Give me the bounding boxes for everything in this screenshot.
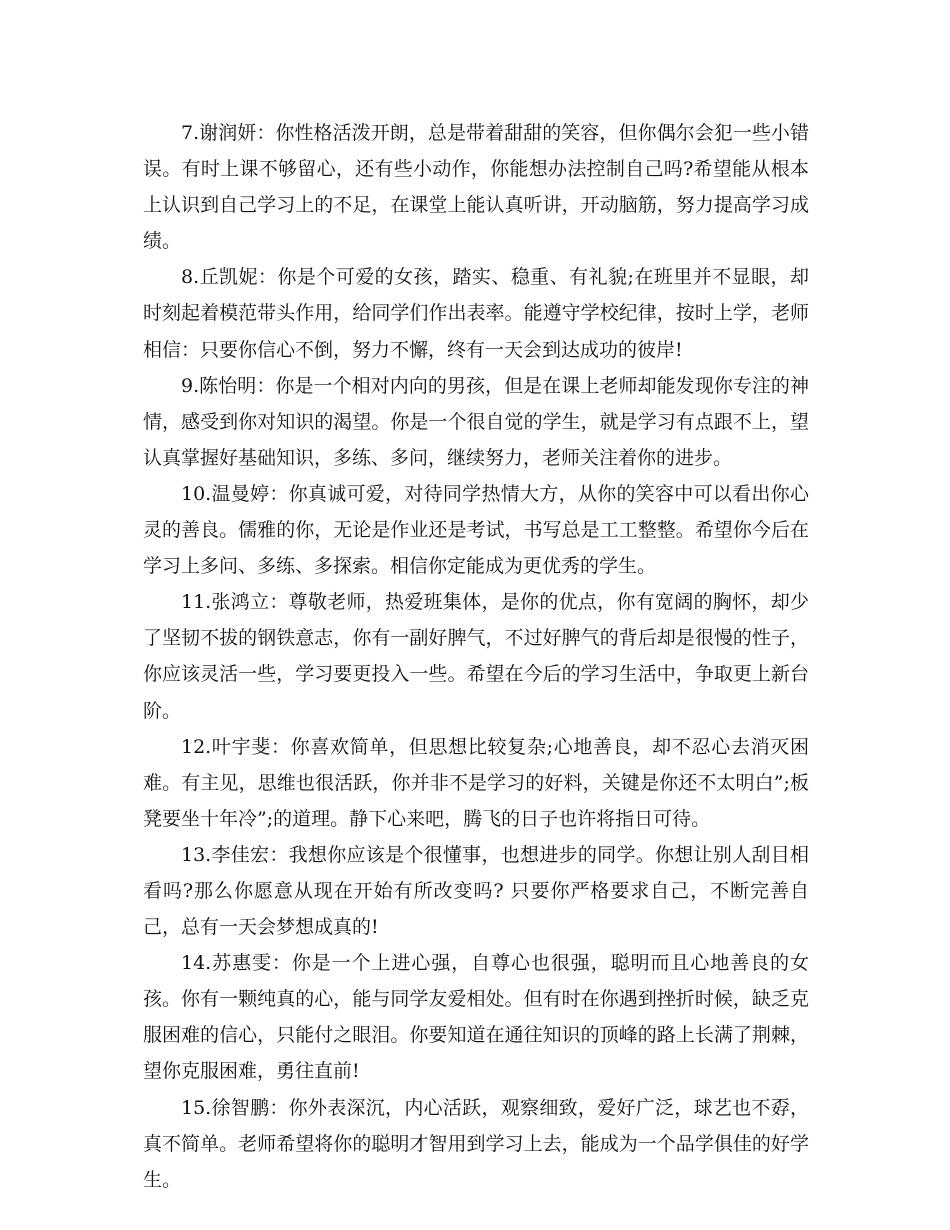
comment-paragraph-13: 13.李佳宏：我想你应该是个很懂事，也想进步的同学。你想让别人刮目相看吗?那么你愿意从现在开始有所改变吗? 只要你严格要求自己，不断完善自己，总有一天会梦想成真的! [143, 843, 809, 939]
comment-paragraph-15: 15.徐智鹏：你外表深沉，内心活跃，观察细致，爱好广泛，球艺也不孬，真不简单。老师希望将你的聪明才智用到学习上去，能成为一个品学俱佳的好学生。 [143, 1096, 809, 1191]
document-body [143, 115, 809, 1198]
comment-paragraph-14: 14.苏惠雯：你是一个上进心强，自尊心也很强，聪明而且心地善良的女孩。你有一颗纯真的心，能与同学友爱相处。但有时在你遇到挫折时候，缺乏克服困难的信心，只能付之眼泪。你要知道在通往知识的顶峰的路上长满了荆棘，望你克服困难，勇往直前! [143, 952, 809, 1083]
comment-paragraph-7: 7.谢润妍：你性格活泼开朗，总是带着甜甜的笑容，但你偶尔会犯一些小错误。有时上课不够留心，还有些小动作，你能想办法控制自己吗?希望能从根本上认识到自己学习上的不足，在课堂上能认真听讲，开动脑筋，努力提高学习成绩。 [143, 122, 809, 253]
comment-paragraph-8: 8.丘凯妮：你是个可爱的女孩，踏实、稳重、有礼貌;在班里并不显眼，却时刻起着模范带头作用，给同学们作出表率。能遵守学校纪律，按时上学，老师相信：只要你信心不倒，努力不懈，终有一天会到达成功的彼岸! [143, 266, 809, 361]
comment-paragraph-9: 9.陈怡明：你是一个相对内向的男孩，但是在课上老师却能发现你专注的神情，感受到你对知识的渴望。你是一个很自觉的学生，就是学习有点跟不上，望认真掌握好基础知识，多练、多问，继续努力，老师关注着你的进步。 [143, 374, 809, 469]
comment-paragraph-10: 10.温曼婷：你真诚可爱，对待同学热情大方，从你的笑容中可以看出你心灵的善良。儒雅的你，无论是作业还是考试，书写总是工工整整。希望你今后在学习上多问、多练、多探索。相信你定能成为更优秀的学生。 [143, 482, 809, 578]
comment-paragraph-11: 11.张鸿立：尊敬老师，热爱班集体，是你的优点，你有宽阔的胸怀，却少了坚韧不拔的钢铁意志，你有一副好脾气，不过好脾气的背后却是很慢的性子，你应该灵活一些，学习要更投入一些。希望在今后的学习生活中，争取更上新台阶。 [143, 591, 809, 722]
comment-paragraph-12: 12.叶宇斐：你喜欢简单，但思想比较复杂;心地善良，却不忍心去消灭困难。有主见，思维也很活跃，你并非不是学习的好料，关键是你还不太明白”;板凳要坐十年冷”;的道理。静下心来吧，腾飞的日子也许将指日可待。 [143, 735, 809, 830]
